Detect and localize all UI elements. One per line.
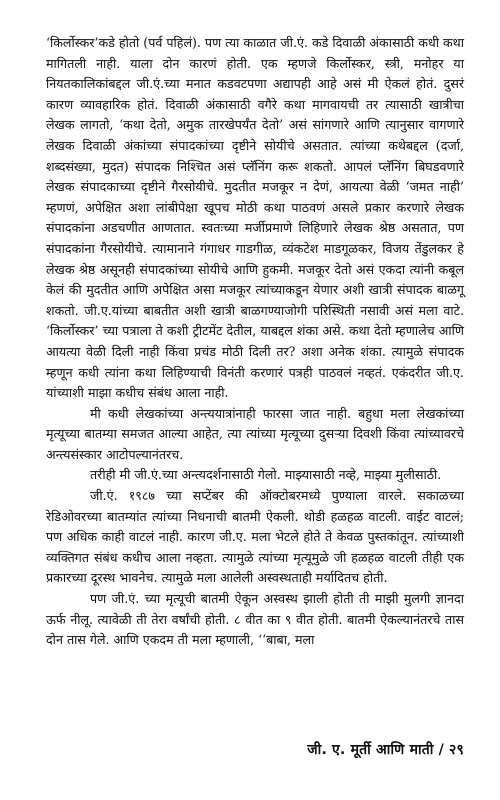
paragraph-5: पण जी.एं. च्या मृत्यूची बातमी ऐकून अस्वस्थ झाली होती ती माझी मुलगी ज्ञानदा ऊर्फ नीलू. त्यावेळी ती तेरा वर्षांची होती. ८ वीत का ९ वीत होती. बातमी ऐकल्यानंतरचे तास दोन तास गेले. आणि एकदम ती मला म्हणाली, ‘‘बाबा, मला: [46, 591, 464, 648]
paragraph-1: ‘किर्लोस्कर’कडे होतो (पर्व पहिलं). पण त्या काळात जी.एं. कडे दिवाळी अंकासाठी कधी कथा मागितली नाही. याला दोन कारणं होती. एक म्हणजे किर्लोस्कर, स्त्री, मनोहर या नियतकालिकांबद्दल जी.एं.च्या मनात कडवटपणा अद्यापही आहे असं मी ऐकलं होतं. दुसरं कारण व्यावहारिक होतं. दिवाळी अंकासाठी वगैरे कथा मागवायची तर त्यासाठी खात्रीचा लेखक लागतो, ‘कथा देतो, अमुक तारखेपर्यंत देतो’ असं सांगणारे आणि त्यानुसार वागणारे लेखक दिवाळी अंकांच्या संपादकांच्या दृष्टीने सोयीचे असतात. त्यांच्या कथेबद्दल (दर्जा, शब्दसंख्या, मुदत) संपादक निश्चित असं प्लॅनिंग करू शकतो. आपलं प्लॅनिंग बिघडवणारे लेखक संपादकाच्या दृष्टीने गैरसोयीचे. मुदतीत मजकूर न देणं, आयत्या वेळी ‘जमत नाही’ म्हणणं, अपेक्षित अशा लांबीपेक्षा खूपच मोठी कथा पाठवणं असले प्रकार करणारे लेखक संपादकांना अडचणीत आणतात. स्वतःच्या मर्जीप्रमाणे लिहिणारे लेखक श्रेष्ठ असतात, पण संपादकांना गैरसोयीचे. त्यामानाने गंगाधर गाडगीळ, व्यंकटेश माडगूळकर, विजय तेंडुलकर हे लेखक श्रेष्ठ असूनही संपादकांच्या सोयीचे आणि हुकमी. मजकूर देतो असं एकदा त्यांनी कबूल केलं की मुदतीत आणि अपेक्षित असा मजकूर त्यांच्याकडून येणार अशी खात्री संपादक बाळगू शकतो. जी.ए.यांच्या बाबतीत अशी खात्री बाळगण्याजोगी परिस्थिती नसावी असं मला वाटे. ‘किर्लोस्कर’ च्या पत्राला ते कशी ट्रीटमेंट देतील, याबद्दल शंका असे. कथा देतो म्हणालेच आणि आयत्या वेळी दिली नाही किंवा प्रचंड मोठी दिली तर? अशा अनेक शंका. त्यामुळे संपादक म्हणून कधी त्यांना कथा लिहिण्याची विनंती करणारं पत्रही पाठवलं नव्हतं. एकंदरीत जी.ए. यांच्याशी माझा कधीच संबंध आला नाही.: [46, 35, 464, 401]
paragraph-3: तरीही मी जी.एं.च्या अन्त्यदर्शनासाठी गेलो. माझ्यासाठी नव्हे, माझ्या मुलीसाठी.: [90, 467, 442, 483]
paragraph-4: जी.एं. १९८७ च्या सप्टेंबर की ऑक्टोबरमध्ये पुण्याला वारले. सकाळच्या रेडिओवरच्या बातम्यांत त्यांच्या निधनाची बातमी ऐकली. थोडी हळहळ वाटली. वाईट वाटलं; पण अधिक काही वाटलं नाही. कारण जी.ए. मला भेटले होते ते केवळ पुस्तकांतून. त्यांच्याशी व्यक्तिगत संबंध कधीच आला नव्हता. त्यामुळे त्यांच्या मृत्यूमुळे जी हळहळ वाटली तीही एक प्रकारच्या दूरस्थ भावनेच. त्यामुळे मला आलेली अस्वस्थताही मर्यादितच होती.: [46, 488, 464, 586]
page-footer: जी. ए. मूर्ती आणि माती / २९: [307, 742, 464, 758]
paragraph-2: मी कधी लेखकांच्या अन्त्ययात्रांनाही फारसा जात नाही. बहुधा मला लेखकांच्या मृत्यूच्या बातम्या समजत आल्या आहेत, त्या त्यांच्या मृत्यूच्या दुसऱ्या दिवशी किंवा त्यांच्यावरचे अन्त्यसंस्कार आटोपल्यानंतरच.: [46, 405, 464, 462]
body-text: [46, 33, 464, 651]
